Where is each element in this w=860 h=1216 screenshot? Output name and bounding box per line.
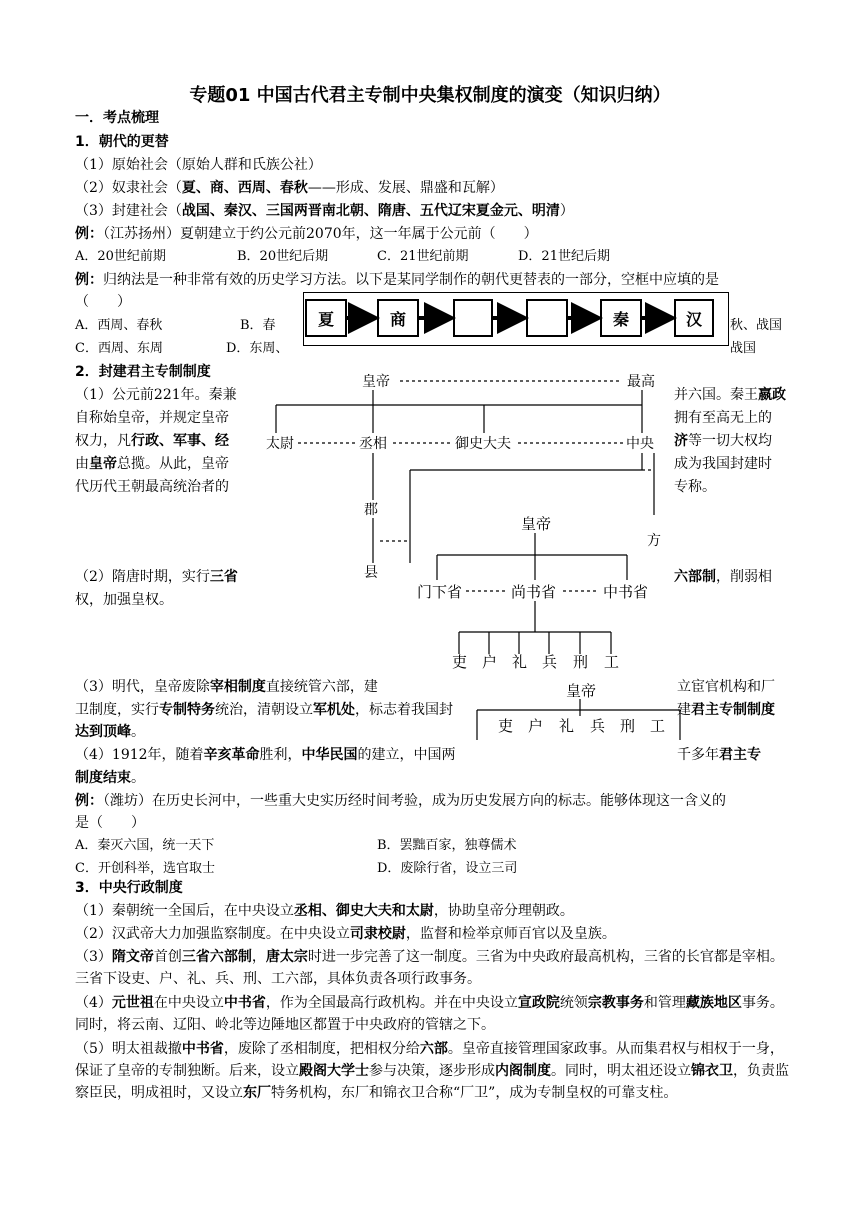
example-3-cont: 是（ ） (75, 815, 145, 831)
p2-4-line1-right: 千多年君主专 (677, 747, 761, 763)
p2-3-line3: 达到顶峰。 (75, 724, 145, 740)
tang-bu-gong: 工 (604, 653, 620, 671)
ex1-option-a: A．20世纪前期 (75, 249, 166, 264)
line-primitive: （1）原始社会（原始人群和氏族公社） (75, 157, 322, 173)
s3-para-4: （4）元世祖在中央设立中书省，作为全国最高行政机构。并在中央设立宣政院统领宗教事务和管理藏族地区事务。同时，将云南、辽阳、岭北等边陲地区都置于中央政府的管辖之下。 (75, 995, 784, 1033)
ex1-option-c: C．21世纪前期 (377, 249, 469, 264)
qin-emperor: 皇帝 (362, 374, 390, 390)
example-3: 例：（潍坊）在历史长河中，一些重大史实历经时间考验，成为历史发展方向的标志。能够体现这一含义的 (75, 793, 726, 809)
heading-monarchy: 2．封建君主专制制度 (75, 364, 211, 380)
ex2-option-d: D．东周、 (226, 341, 289, 356)
tang-shangshu: 尚书省 (511, 583, 557, 601)
qin-top-label: 最高 (627, 374, 655, 390)
ex3-option-b: B．罢黜百家，独尊儒术 (377, 838, 517, 853)
qin-chengxiang: 丞相 (359, 436, 387, 452)
qin-zhongyang: 中央 (626, 436, 654, 452)
tang-bu-hu: 户 (482, 653, 498, 671)
page-title: 专题01 中国古代君主专制中央集权制度的演变（知识归纳） (189, 85, 671, 106)
line-feudal: （3）封建社会（战国、秦汉、三国两晋南北朝、隋唐、五代辽宋夏金元、明清） (75, 203, 574, 219)
ming-emperor: 皇帝 (566, 682, 597, 700)
ex2-option-d-rest: 战国 (730, 341, 757, 356)
p2-1-line4: 由皇帝总揽。从此，皇帝 (75, 456, 229, 472)
qin-fang: 方 (647, 533, 661, 549)
s3-para-1: （1）秦朝统一全国后，在中央设立丞相、御史大夫和太尉，协助皇帝分理朝政。 (75, 903, 574, 919)
p2-2-line1: （2）隋唐时期，实行三省 (75, 569, 238, 585)
heading-central-admin: 3．中央行政制度 (75, 880, 183, 896)
ming-bu-hu: 户 (528, 717, 544, 735)
example-2: 例：归纳法是一种非常有效的历史学习方法。以下是某同学制作的朝代更替表的一部分，空框中应填的是 (75, 272, 719, 288)
ex1-option-b: B．20世纪后期 (237, 249, 329, 264)
example-1: 例：（江苏扬州）夏朝建立于约公元前2070年，这一年属于公元前（ ） (75, 226, 538, 242)
p2-1-line3: 权力，凡行政、军事、经 (75, 433, 229, 449)
ex2-option-b-rest: 秋、战国 (730, 318, 783, 333)
ex2-paren: （ ） (75, 294, 131, 310)
dynasty-box-xia: 夏 (305, 299, 347, 337)
tang-bu-bing: 兵 (542, 653, 558, 671)
p2-1-line1-right: 并六国。秦王嬴政 (674, 387, 786, 403)
p2-1-line2: 自称始皇帝，并规定皇帝 (75, 410, 229, 426)
p2-2-line1-right: 六部制，削弱相 (674, 569, 772, 585)
ming-bu-gong: 工 (650, 717, 666, 735)
p2-3-line2-right: 建君主专制制度 (677, 702, 775, 718)
ming-bu-xing: 刑 (620, 717, 636, 735)
tang-menxia: 门下省 (417, 583, 463, 601)
p2-3-line1: （3）明代，皇帝废除宰相制度直接统管六部，建 (75, 679, 378, 695)
ex3-option-a: A．秦灭六国，统一天下 (75, 838, 215, 853)
ex3-option-d: D．废除行省，设立三司 (377, 861, 518, 876)
ex3-option-c: C．开创科举，选官取士 (75, 861, 215, 876)
section-heading-1: 一．考点梳理 (75, 110, 159, 126)
tang-zhongshu: 中书省 (603, 583, 649, 601)
ex2-option-a: A．西周、春秋 (75, 318, 163, 333)
tang-bu-li: 吏 (452, 653, 468, 671)
s3-para-3: （3）隋文帝首创三省六部制，唐太宗时进一步完善了这一制度。三省为中央政府最高机构，三省的长官都是宰相。三省下设吏、户、礼、兵、刑、工六部，具体负责各项行政事务。 (75, 949, 784, 987)
p2-1-line1: （1）公元前221年。秦兼 (75, 387, 237, 403)
qin-taiwei: 太尉 (266, 436, 294, 452)
p2-3-line1-right: 立宦官机构和厂 (677, 679, 775, 695)
p2-2-line2: 权，加强皇权。 (75, 592, 173, 608)
dynasty-box-shang: 商 (377, 299, 419, 337)
p2-1-line3-right: 济等一切大权均 (674, 433, 772, 449)
ming-bu-li2: 礼 (559, 717, 575, 735)
ming-bu-bing: 兵 (590, 717, 606, 735)
heading-dynasties: 1．朝代的更替 (75, 134, 169, 150)
s3-para-5: （5）明太祖裁撤中书省，废除了丞相制度，把相权分给六部。皇帝直接管理国家政事。从而集君权与相权于一身，保证了皇帝的专制独断。后来，设立殿阁大学士参与决策，逐步形成内阁制度。同时，明太祖还设立锦衣卫，负责监察臣民，明成祖时，又设立东厂特务机构，东厂和锦衣卫合称“厂卫”，成为专制皇权的可靠支柱。 (75, 1041, 789, 1101)
p2-4-line1: （4）1912年，随着辛亥革命胜利，中华民国的建立，中国两 (75, 747, 456, 763)
tang-bu-li2: 礼 (512, 653, 528, 671)
p2-1-line2-right: 拥有至高无上的 (674, 410, 772, 426)
p2-4-line2: 制度结束。 (75, 770, 145, 786)
p2-1-line5: 代历代王朝最高统治者的 (75, 479, 229, 495)
p2-1-line5-right: 专称。 (674, 479, 716, 495)
ex2-option-c: C．西周、东周 (75, 341, 163, 356)
line-slave: （2）奴隶社会（夏、商、西周、春秋——形成、发展、鼎盛和瓦解） (75, 180, 504, 196)
ming-bu-li: 吏 (498, 717, 514, 735)
tang-emperor: 皇帝 (521, 515, 552, 533)
p2-3-line2: 卫制度，实行专制特务统治，清朝设立军机处，标志着我国封 (75, 702, 453, 718)
qin-yushi: 御史大夫 (455, 436, 511, 452)
qin-xian: 县 (364, 565, 378, 581)
ex2-option-b: B．春 (240, 318, 276, 333)
ex1-option-d: D．21世纪后期 (518, 249, 610, 264)
qin-jun: 郡 (364, 502, 378, 518)
s3-para-2: （2）汉武帝大力加强监察制度。在中央设立司隶校尉，监督和检举京师百官以及皇族。 (75, 926, 616, 942)
dynasty-box-qin: 秦 (600, 299, 642, 337)
dynasty-box-han: 汉 (674, 299, 714, 337)
p2-1-line4-right: 成为我国封建时 (674, 456, 772, 472)
tang-bu-xing: 刑 (573, 653, 589, 671)
